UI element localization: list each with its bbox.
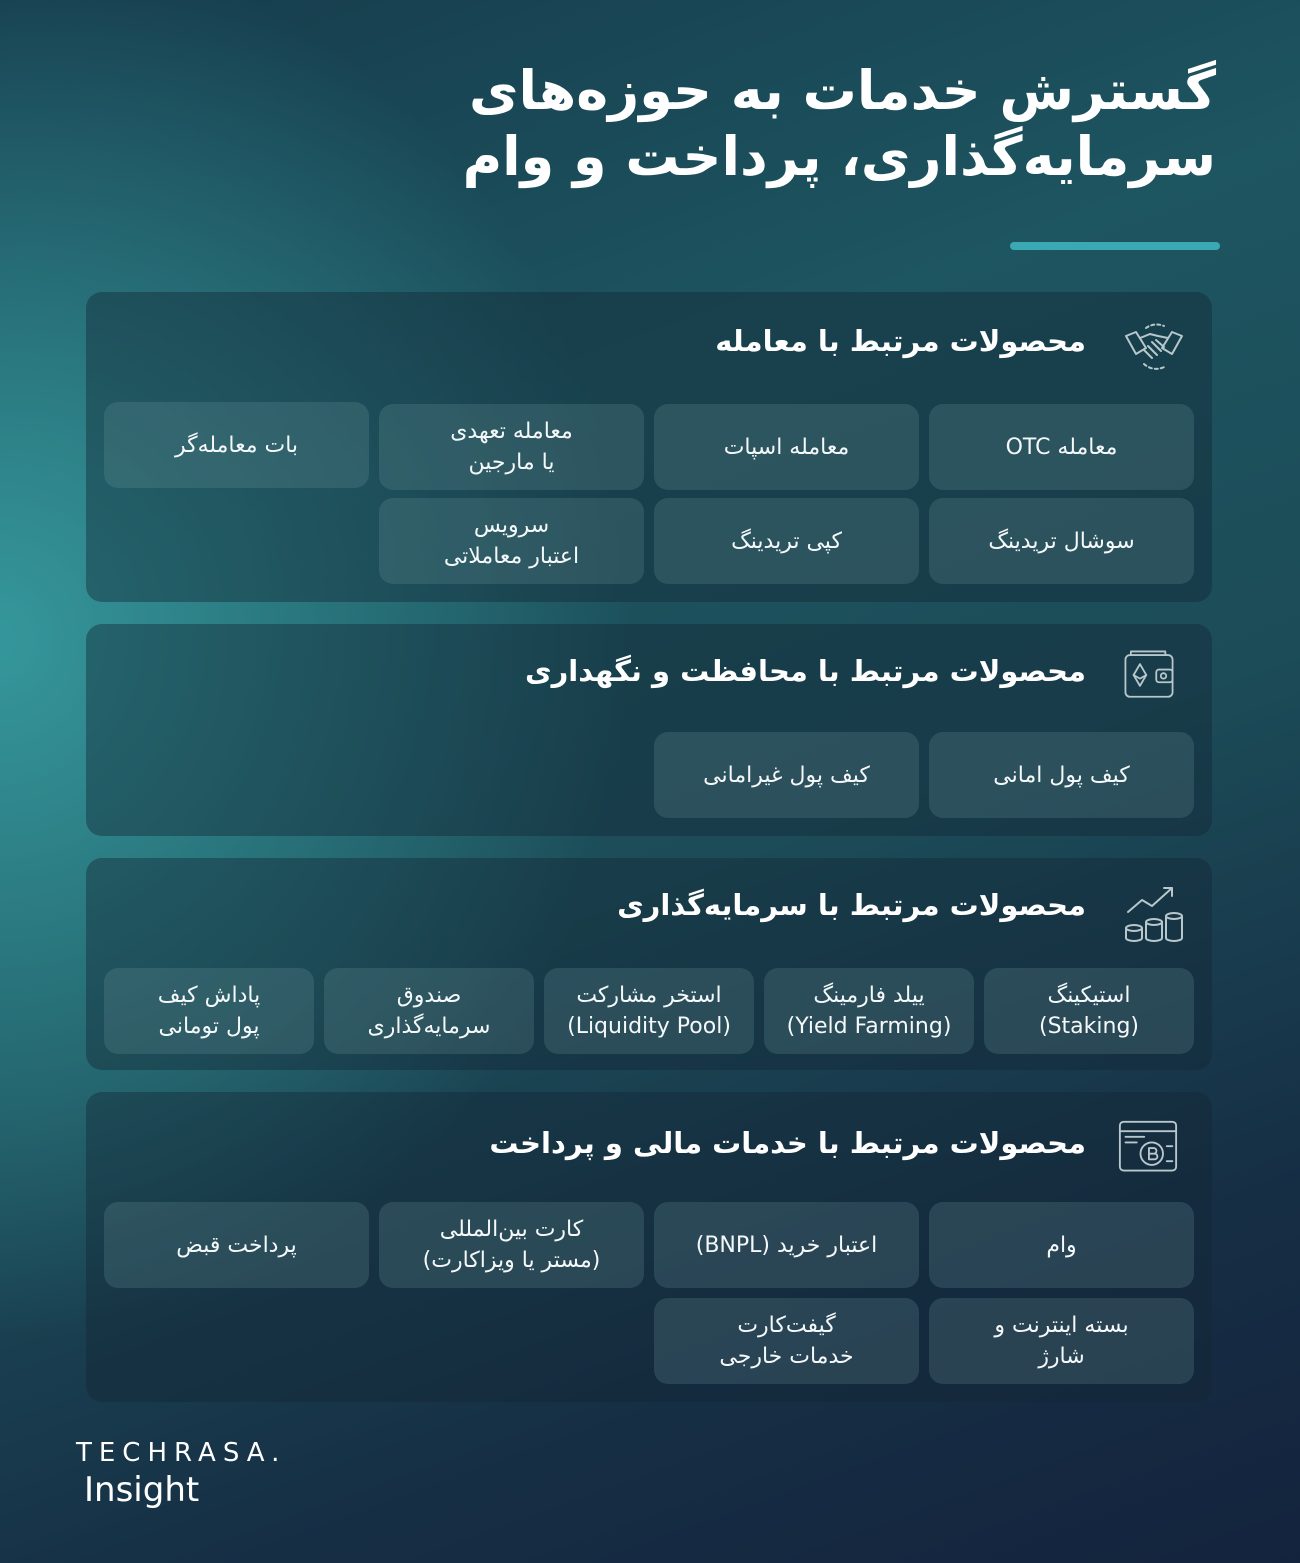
chip-noncustodial-wallet: کیف پول غیرامانی <box>654 732 919 818</box>
chip-otc-trading: معامله OTC <box>929 404 1194 490</box>
section-header <box>86 624 1212 724</box>
section-trading <box>86 292 1212 602</box>
section-title: محصولات مرتبط با خدمات مالی و پرداخت <box>489 1126 1086 1160</box>
chip-toman-wallet-reward: پاداش کیف پول تومانی <box>104 968 314 1054</box>
chip-gift-card: گیفت‌کارت خدمات خارجی <box>654 1298 919 1384</box>
chip-trading-bot: بات معامله‌گر <box>104 402 369 488</box>
chip-investment-fund: صندوق سرمایه‌گذاری <box>324 968 534 1054</box>
chip-copy-trading: کپی تریدینگ <box>654 498 919 584</box>
chip-custodial-wallet: کیف پول امانی <box>929 732 1194 818</box>
chip-social-trading: سوشال تریدینگ <box>929 498 1194 584</box>
chip-international-card: کارت بین‌المللی (مستر یا ویزاکارت) <box>379 1202 644 1288</box>
chip-bnpl: اعتبار خرید (BNPL) <box>654 1202 919 1288</box>
section-title: محصولات مرتبط با محافظت و نگهداری <box>525 654 1086 688</box>
brand-name: TECHRASA. <box>76 1438 287 1468</box>
section-header <box>86 858 1212 958</box>
bitcoin-payment-icon <box>1118 1118 1178 1178</box>
chip-loan: وام <box>929 1202 1194 1288</box>
page-title <box>456 58 1216 190</box>
chip-spot-trading: معامله اسپات <box>654 404 919 490</box>
chip-trading-credit: سرویس اعتبار معاملاتی <box>379 498 644 584</box>
chip-internet-topup: بسته اینترنت و شارژ <box>929 1298 1194 1384</box>
section-title: محصولات مرتبط با معامله <box>715 324 1086 358</box>
handshake-icon <box>1122 314 1186 378</box>
chip-bill-payment: پرداخت قبض <box>104 1202 369 1288</box>
section-title: محصولات مرتبط با سرمایه‌گذاری <box>617 888 1086 922</box>
section-investment <box>86 858 1212 1070</box>
title-underline <box>1010 242 1220 250</box>
brand-subtitle: Insight <box>84 1470 200 1510</box>
chip-staking: استیکینگ (Staking) <box>984 968 1194 1054</box>
growth-coins-icon <box>1122 882 1186 946</box>
chip-margin-trading: معامله تعهدی یا مارجین <box>379 404 644 490</box>
section-header <box>86 292 1212 392</box>
brand-logo <box>76 1438 286 1510</box>
wallet-icon <box>1120 646 1178 704</box>
section-payments <box>86 1092 1212 1402</box>
section-header <box>86 1092 1212 1192</box>
chip-yield-farming: ییلد فارمینگ (Yield Farming) <box>764 968 974 1054</box>
chip-liquidity-pool: استخر مشارکت (Liquidity Pool) <box>544 968 754 1054</box>
title-line-2: سرمایه‌گذاری، پرداخت و وام <box>462 125 1216 188</box>
title-line-1: گسترش خدمات به حوزه‌های <box>469 59 1216 122</box>
section-custody <box>86 624 1212 836</box>
